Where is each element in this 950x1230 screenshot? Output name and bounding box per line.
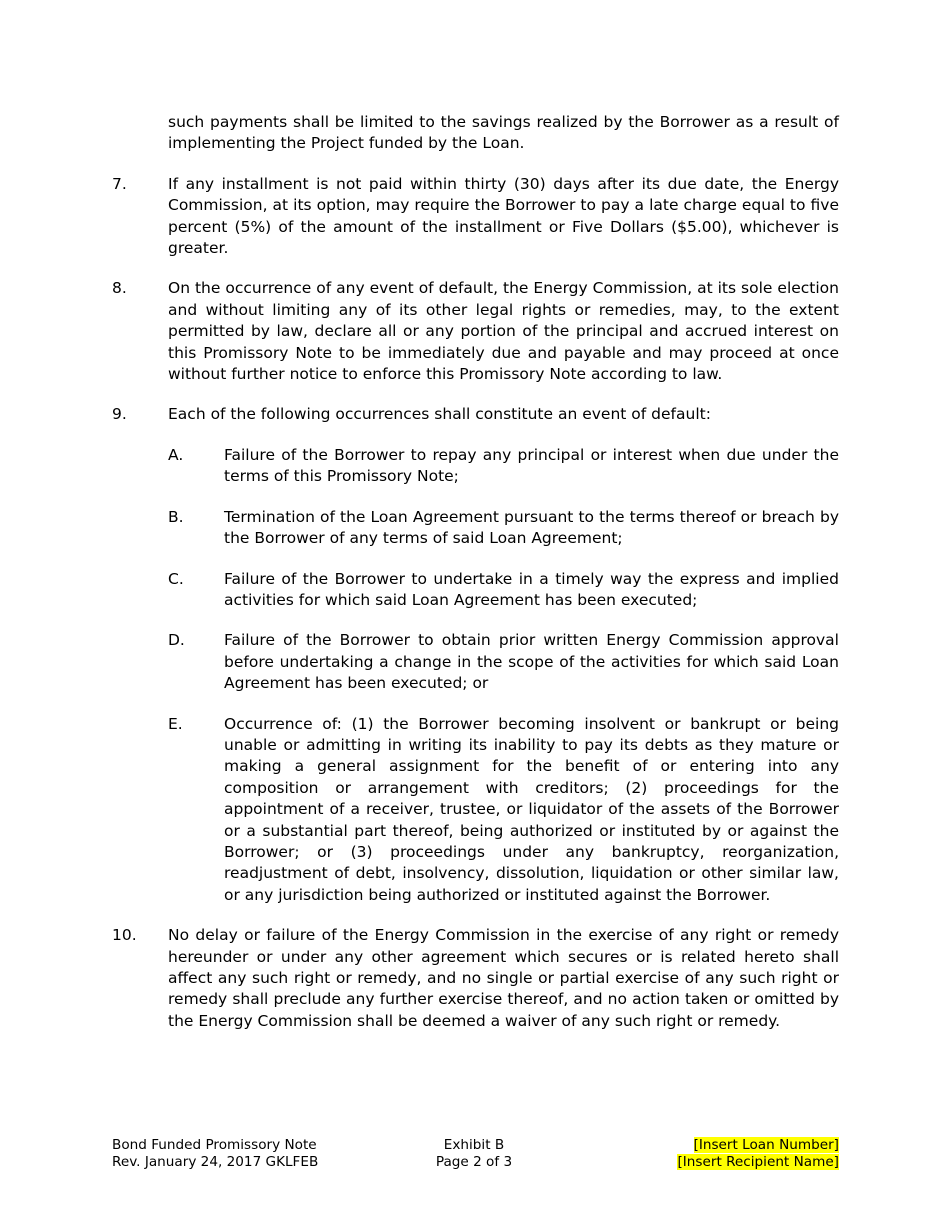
sub-item-text: Failure of the Borrower to undertake in a timely way the express and implied activities for which said Loan Agreement has been executed; bbox=[224, 569, 839, 609]
sub-item-d bbox=[168, 630, 839, 694]
sub-item-text: Failure of the Borrower to obtain prior written Energy Commission approval before undertaking a change in the scope of the activities for which said Loan Agreement has been executed; or bbox=[224, 631, 839, 693]
sub-item-b bbox=[168, 507, 839, 550]
footer-placeholders bbox=[677, 1137, 839, 1171]
continuation-paragraph: such payments shall be limited to the savings realized by the Borrower as a result of implementing the Project funded by the Loan. bbox=[168, 113, 839, 153]
footer-title: Bond Funded Promissory Note bbox=[112, 1137, 317, 1153]
sub-item-text: Occurrence of: (1) the Borrower becoming insolvent or bankrupt or being unable or admitting in writing its inability to pay its debts as they mature or making a general assignment for the benefit of or entering into any composition or arrangement with creditors; (2) proceedings for the appointment of a receiver, trustee, or liquidator of the assets of the Borrower or a substantial part thereof, being authorized or instituted by or against the Borrower; or (3) proceedings under any bankruptcy, reorganization, readjustment of debt, insolvency, dissolution, liquidation or other similar law, or any jurisdiction being authorized or instituted against the Borrower. bbox=[224, 714, 839, 904]
document-body bbox=[112, 112, 839, 1051]
item-number: 9. bbox=[112, 405, 127, 424]
sub-item-letter: E. bbox=[168, 714, 183, 733]
sub-item-letter: A. bbox=[168, 445, 184, 464]
item-number: 10. bbox=[112, 926, 137, 945]
loan-number-placeholder: [Insert Loan Number] bbox=[693, 1137, 839, 1153]
item-number: 8. bbox=[112, 279, 127, 298]
item-text: Each of the following occurrences shall constitute an event of default: bbox=[168, 405, 711, 424]
item-number: 7. bbox=[112, 174, 127, 193]
sub-item-text: Termination of the Loan Agreement pursuant to the terms thereof or breach by the Borrower of any terms of said Loan Agreement; bbox=[224, 507, 839, 548]
numbered-item-8 bbox=[112, 278, 839, 385]
footer-revision: Rev. January 24, 2017 GKLFEB bbox=[112, 1154, 319, 1170]
sub-item-c bbox=[168, 569, 839, 612]
numbered-item-9 bbox=[112, 404, 839, 425]
numbered-item-7 bbox=[112, 174, 839, 260]
sub-item-letter: B. bbox=[168, 507, 184, 526]
item-text: If any installment is not paid within thirty (30) days after its due date, the Energy Commission, at its option, may require the Borrower to pay a late charge equal to five percent (5%) of the amount of the installment or Five Dollars ($5.00), whichever is greater. bbox=[168, 174, 839, 258]
item-text: On the occurrence of any event of default, the Energy Commission, at its sole election and without limiting any of its other legal rights or remedies, may, to the extent permitted by law, declare all or any portion of the principal and accrued interest on this Promissory Note to be immediately due and payable and may proceed at once without further notice to enforce this Promissory Note according to law. bbox=[168, 279, 839, 384]
sub-item-a bbox=[168, 445, 839, 488]
sub-item-e bbox=[168, 714, 839, 907]
footer-page-info bbox=[422, 1137, 526, 1171]
recipient-name-placeholder: [Insert Recipient Name] bbox=[677, 1154, 839, 1170]
sub-item-text: Failure of the Borrower to repay any principal or interest when due under the terms of this Promissory Note; bbox=[224, 445, 839, 486]
footer-page-number: Page 2 of 3 bbox=[435, 1154, 513, 1170]
sub-item-letter: D. bbox=[168, 631, 185, 650]
footer-document-info bbox=[112, 1137, 318, 1171]
sub-item-letter: C. bbox=[168, 569, 184, 588]
numbered-item-10 bbox=[112, 925, 839, 1032]
item-text: No delay or failure of the Energy Commission in the exercise of any right or remedy hereunder or under any other agreement which secures or is related hereto shall affect any such right or remedy, and no single or partial exercise of any such right or remedy shall preclude any further exercise thereof, and no action taken or omitted by the Energy Commission shall be deemed a waiver of any such right or remedy. bbox=[168, 926, 839, 1030]
footer-exhibit: Exhibit B bbox=[443, 1137, 505, 1153]
default-events-list bbox=[168, 445, 839, 906]
